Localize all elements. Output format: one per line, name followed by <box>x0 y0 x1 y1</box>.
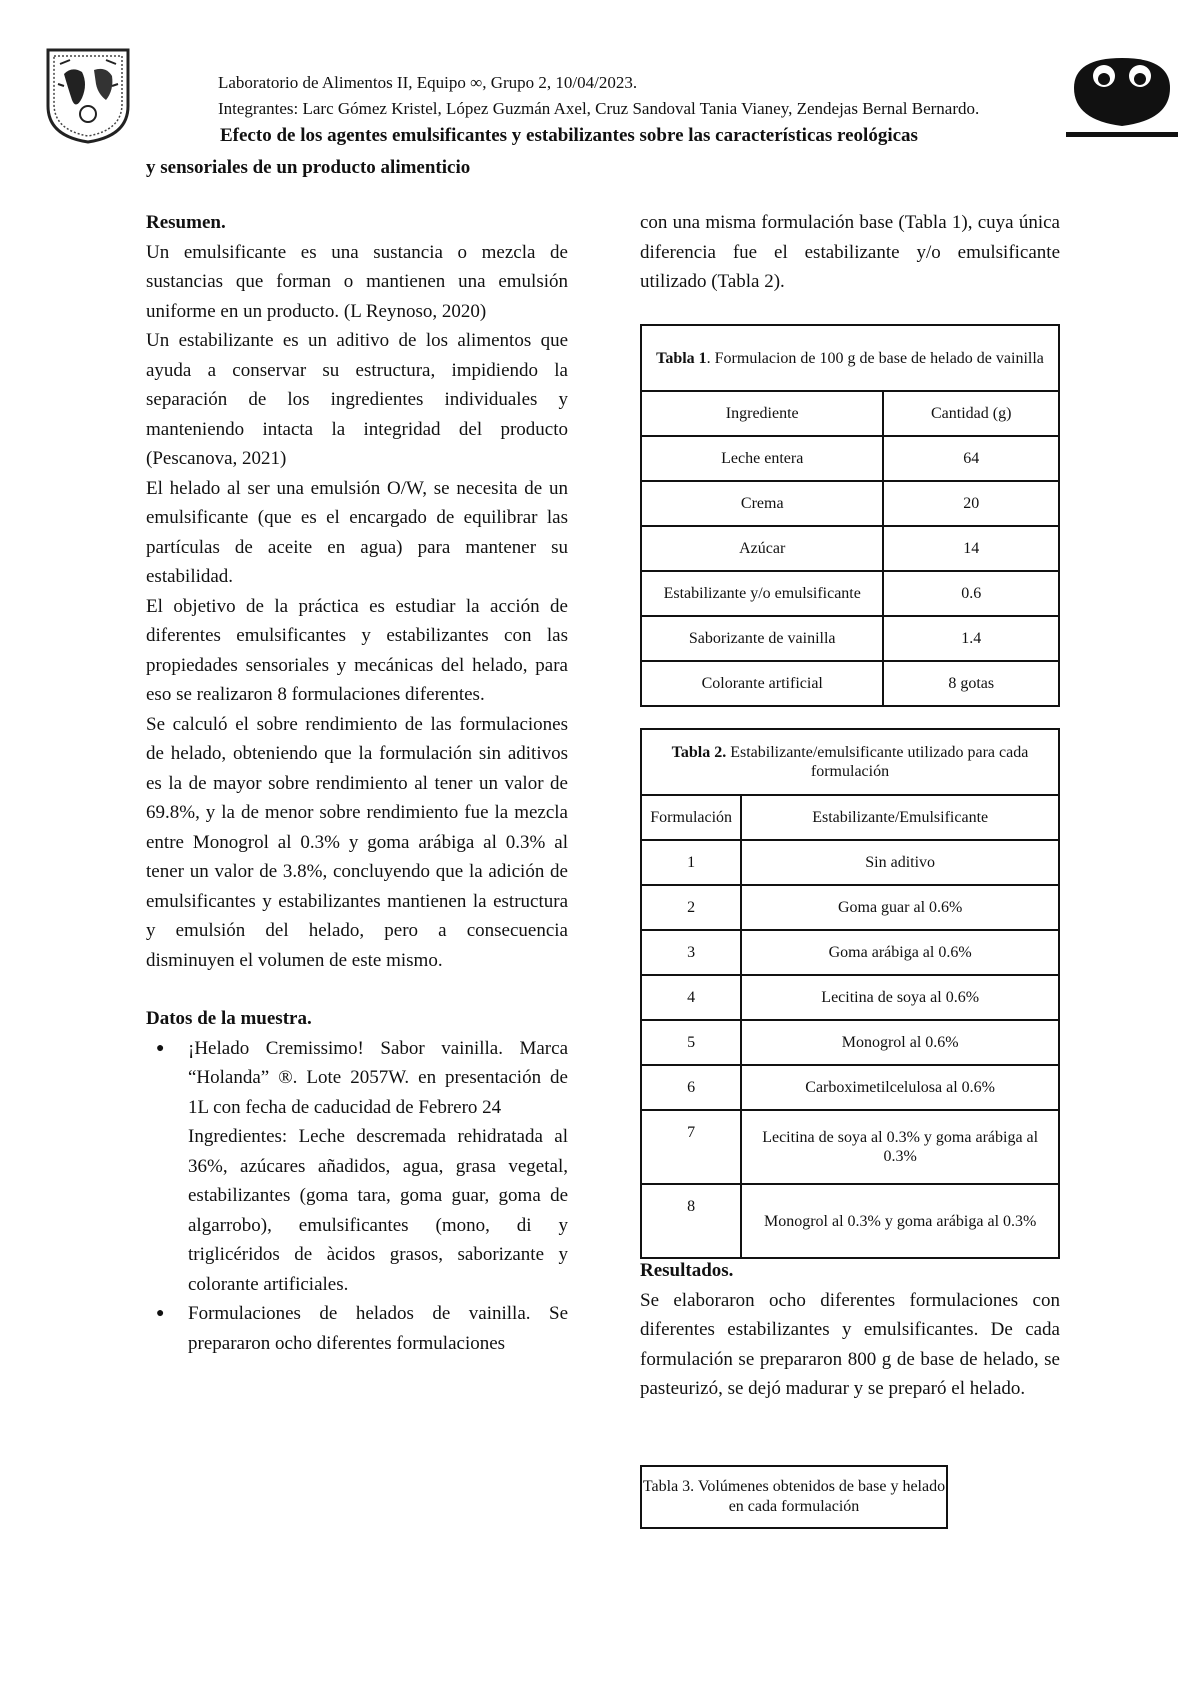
resultados-section <box>640 1256 1060 1404</box>
header-members-line: Integrantes: Larc Gómez Kristel, López Guzmán Axel, Cruz Sandoval Tania Vianey, Zendejas Bernal Bernardo. <box>218 99 980 118</box>
table-row: 7 Lecitina de soya al 0.3% y goma arábiga al 0.3% <box>641 1110 1059 1184</box>
table-row: 3 Goma arábiga al 0.6% <box>641 930 1059 975</box>
faculty-owl-logo <box>1064 54 1180 142</box>
paper-title <box>146 120 1046 184</box>
list-item <box>146 1299 568 1358</box>
resultados-heading: Resultados. <box>640 1260 734 1281</box>
muestra-item-1-ingredients: Ingredientes: Leche descremada rehidratada al 36%, azúcares añadidos, agua, grasa vegetal, estabilizantes (goma tara, goma guar, goma de algarrobo), emulsificantes (mono, di y triglicéridos de àcidos grasos, saborizante y colorante artificiales. <box>188 1126 568 1295</box>
table-row: 2 Goma guar al 0.6% <box>641 885 1059 930</box>
resumen-paragraph-1: Un emulsificante es una sustancia o mezcla de sustancias que forman o mantienen una emulsión uniforme en un producto. (L Reynoso, 2020) <box>146 241 568 322</box>
table-row: Crema 20 <box>641 481 1059 526</box>
tabla-1-header-ingrediente: Ingrediente <box>641 391 883 436</box>
right-column-intro <box>640 208 1060 297</box>
muestra-item-2-continued: con una misma formulación base (Tabla 1), cuya única diferencia fue el estabilizante y/o emulsificante utilizado (Tabla 2). <box>640 212 1060 292</box>
tabla-1-header-cantidad: Cantidad (g) <box>883 391 1059 436</box>
table-row: Azúcar 14 <box>641 526 1059 571</box>
table-row: 5 Monogrol al 0.6% <box>641 1020 1059 1065</box>
table-row: 6 Carboximetilcelulosa al 0.6% <box>641 1065 1059 1110</box>
title-line-2: y sensoriales de un producto alimenticio <box>146 157 471 178</box>
resumen-paragraph-5: Se calculó el sobre rendimiento de las formulaciones de helado, obteniendo que la formulación sin aditivos es la de mayor sobre rendimiento al tener un valor de 69.8%, y la de menor sobre rendimiento fue la mezcla entre Monogrol al 0.3% y goma arábiga al 0.3% al tener un valor de 3.8%, concluyendo que la adición de emulsificantes y estabilizantes mantienen la estructura y emulsión del helado, pero a consecuencia disminuyen el volumen de este mismo. <box>146 713 568 971</box>
muestra-heading: Datos de la muestra. <box>146 1008 312 1029</box>
bullet-icon: ● <box>156 1306 165 1321</box>
list-item <box>146 1034 568 1300</box>
header <box>218 70 1058 122</box>
tabla-2 <box>640 728 1060 1259</box>
table-row: Saborizante de vainilla 1.4 <box>641 616 1059 661</box>
table-row: 1 Sin aditivo <box>641 840 1059 885</box>
table-row: Estabilizante y/o emulsificante 0.6 <box>641 571 1059 616</box>
table-row: Leche entera 64 <box>641 436 1059 481</box>
resumen-heading: Resumen. <box>146 212 226 233</box>
tabla-1-caption: Tabla 1. Formulacion de 100 g de base de helado de vainilla <box>641 325 1059 391</box>
left-column <box>146 208 568 1358</box>
tabla-2-header-estabilizante: Estabilizante/Emulsificante <box>741 795 1059 840</box>
university-seal-logo <box>42 44 134 144</box>
muestra-list <box>146 1034 568 1359</box>
tabla-3-caption: Tabla 3. Volúmenes obtenidos de base y helado en cada formulación <box>640 1465 948 1529</box>
muestra-item-2: Formulaciones de helados de vainilla. Se prepararon ocho diferentes formulaciones <box>188 1303 568 1354</box>
table-row: Colorante artificial 8 gotas <box>641 661 1059 706</box>
title-line-1: Efecto de los agentes emulsificantes y estabilizantes sobre las características reológicas <box>220 125 918 146</box>
resumen-paragraph-4: El objetivo de la práctica es estudiar la acción de diferentes emulsificantes y estabilizantes con las propiedades sensoriales y mecánicas del helado, para eso se realizaron 8 formulaciones diferentes. <box>146 595 568 705</box>
resumen-paragraph-2: Un estabilizante es un aditivo de los alimentos que ayuda a conservar su estructura, impidiendo la separación de los ingredientes individuales y manteniendo intacta la integridad del producto (Pescanova, 2021) <box>146 330 568 469</box>
resumen-paragraph-3: El helado al ser una emulsión O/W, se necesita de un emulsificante (que es el encargado de equilibrar las partículas de aceite en agua) para mantener su estabilidad. <box>146 477 568 587</box>
resultados-paragraph: Se elaboraron ocho diferentes formulaciones con diferentes estabilizantes y emulsificantes. De cada formulación se prepararon 800 g de base de helado, se pasteurizó, se dejó madurar y se preparó el helado. <box>640 1289 1060 1399</box>
tabla-2-caption: Tabla 2. Estabilizante/emulsificante utilizado para cada formulación <box>641 729 1059 795</box>
bullet-icon: ● <box>156 1040 165 1056</box>
muestra-item-1: ¡Helado Cremissimo! Sabor vainilla. Marca “Holanda” ®. Lote 2057W. en presentación de 1L con fecha de caducidad de Febrero 24 <box>188 1037 568 1118</box>
table-row: 4 Lecitina de soya al 0.6% <box>641 975 1059 1020</box>
table-row: 8 Monogrol al 0.3% y goma arábiga al 0.3% <box>641 1184 1059 1258</box>
tabla-2-header-formulacion: Formulación <box>641 795 741 840</box>
tabla-1 <box>640 324 1060 707</box>
header-course-line: Laboratorio de Alimentos II, Equipo ∞, Grupo 2, 10/04/2023. <box>218 73 638 92</box>
